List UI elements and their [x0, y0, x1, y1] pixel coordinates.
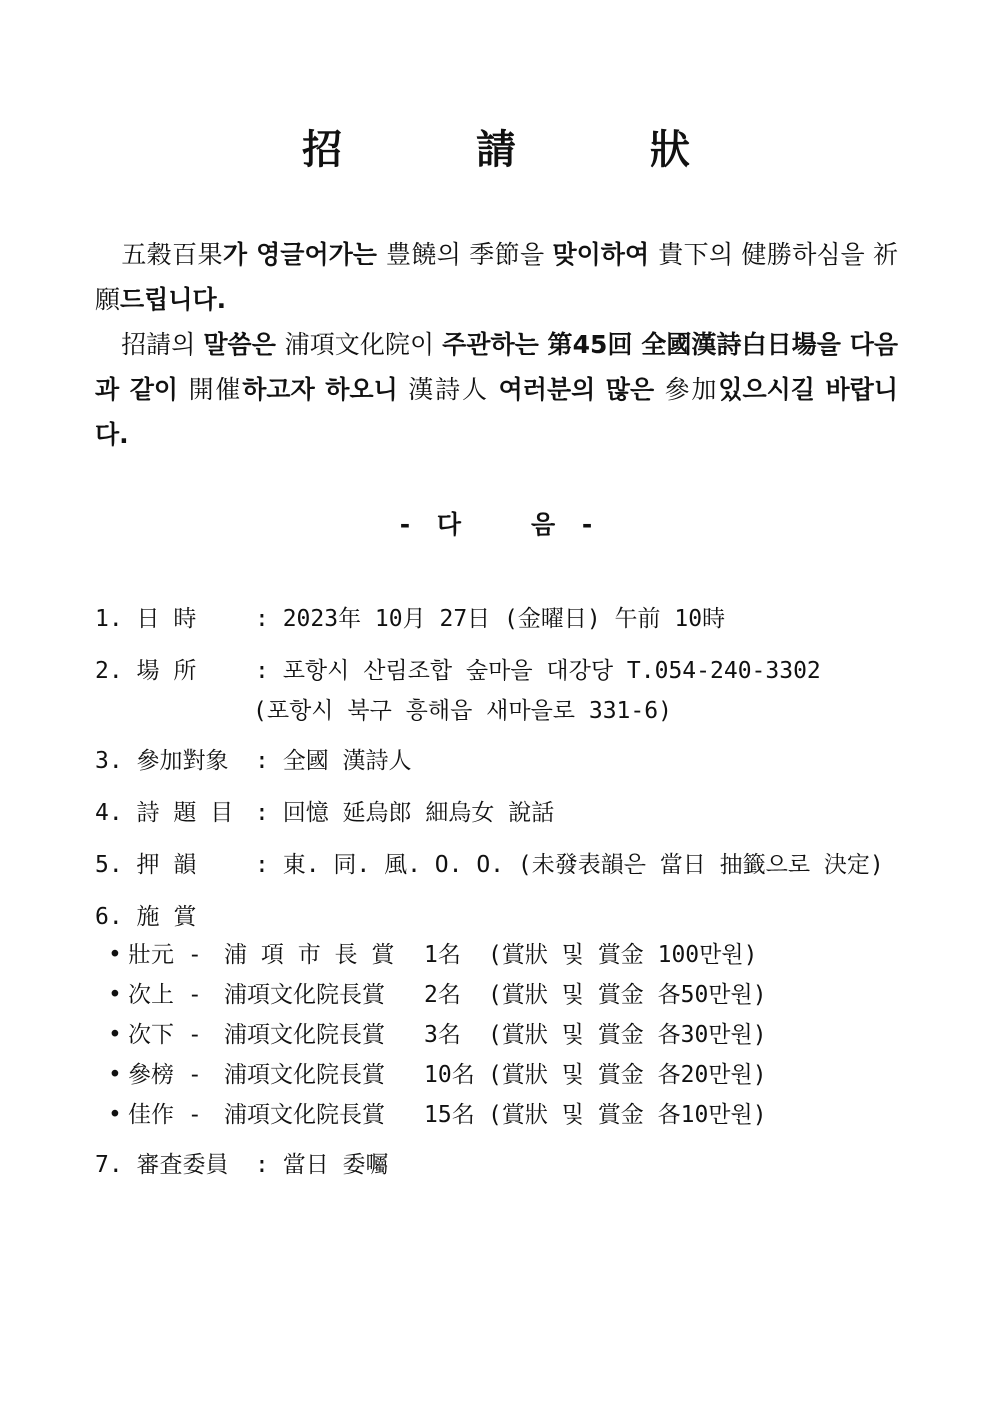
intro-text: 여러분의 많은 — [498, 375, 665, 404]
award-organization: 浦項文化院長賞 — [224, 1102, 385, 1128]
award-prize: (賞狀 및 賞金 100만원) — [488, 942, 758, 968]
award-organization: 浦項文化院長賞 — [224, 1062, 385, 1088]
item-place — [95, 652, 821, 685]
intro-text: 맞이하여 — [552, 240, 659, 269]
item-poem-topic — [95, 794, 554, 827]
bullet-icon: • — [108, 1022, 122, 1048]
intro-text: 參加 — [664, 375, 719, 404]
intro-paragraph-2 — [95, 322, 898, 457]
award-row — [108, 936, 757, 969]
award-rank: 次下 - — [128, 1022, 202, 1048]
heading-left: - 다 — [399, 510, 461, 539]
heading-right: 음 - — [531, 510, 593, 539]
item-label: 2. 場 所 — [95, 658, 197, 684]
intro-text: 浦項文化院이 — [284, 330, 443, 359]
award-count: 3名 — [424, 1022, 461, 1048]
intro-text: 하고자 하오니 — [242, 375, 409, 404]
item-value: : 東. 同. 風. O. O. (未發表韻은 當日 抽籤으로 決定) — [255, 852, 884, 878]
item-judges — [95, 1146, 389, 1179]
intro-text: 있으시길 바랍니다. — [95, 375, 898, 449]
item-label: 7. 審査委員 — [95, 1152, 229, 1178]
intro-paragraph-1 — [95, 232, 898, 322]
award-organization: 浦 項 市 長 賞 — [224, 942, 395, 968]
item-place-address: (포항시 북구 흥해읍 새마을로 331-6) — [253, 698, 672, 724]
item-value: : 回憶 延烏郎 細烏女 說話 — [255, 800, 555, 826]
bullet-icon: • — [108, 942, 122, 968]
item-awards — [95, 898, 255, 931]
document-title: 招 請 狀 — [302, 126, 750, 173]
item-participants — [95, 742, 412, 775]
intro-text: 가 영글어가는 — [222, 240, 386, 269]
award-prize: (賞狀 및 賞金 各10만원) — [488, 1102, 767, 1128]
intro-text: 招請의 — [121, 330, 204, 359]
intro-text: 貴下의 健勝하심을 祈願 — [95, 240, 898, 314]
award-organization: 浦項文化院長賞 — [224, 982, 385, 1008]
bullet-icon: • — [108, 1102, 122, 1128]
bullet-icon: • — [108, 982, 122, 1008]
award-count: 10名 — [424, 1062, 475, 1088]
item-label: 1. 日 時 — [95, 606, 197, 632]
item-label: 3. 參加對象 — [95, 748, 229, 774]
award-row — [108, 976, 767, 1009]
intro-text: 豊饒의 季節을 — [386, 240, 553, 269]
intro-text: 五穀百果 — [121, 240, 223, 269]
award-prize: (賞狀 및 賞金 各20만원) — [488, 1062, 767, 1088]
award-prize: (賞狀 및 賞金 各50만원) — [488, 982, 767, 1008]
award-row — [108, 1016, 767, 1049]
intro-text: 開催 — [188, 375, 243, 404]
section-heading — [0, 505, 992, 541]
item-date — [95, 600, 725, 633]
item-value: : 2023年 10月 27日 (金曜日) 午前 10時 — [255, 606, 726, 632]
award-row — [108, 1096, 767, 1129]
award-rank: 佳作 - — [128, 1102, 202, 1128]
item-value: : 當日 委囑 — [255, 1152, 389, 1178]
award-count: 2名 — [424, 982, 461, 1008]
award-rank: 參榜 - — [128, 1062, 202, 1088]
item-label: 6. 施 賞 — [95, 904, 197, 930]
award-organization: 浦項文化院長賞 — [224, 1022, 385, 1048]
bullet-icon: • — [108, 1062, 122, 1088]
award-rank: 壯元 - — [128, 942, 202, 968]
intro-text: 주관하는 第45回 全國漢詩白日場을 다음과 같이 — [95, 330, 898, 404]
item-label: 5. 押 韻 — [95, 852, 197, 878]
award-prize: (賞狀 및 賞金 各30만원) — [488, 1022, 767, 1048]
item-rhyme — [95, 846, 884, 879]
intro-text: 말씀은 — [203, 330, 285, 359]
award-count: 1名 — [424, 942, 461, 968]
award-rank: 次上 - — [128, 982, 202, 1008]
award-count: 15名 — [424, 1102, 475, 1128]
award-row — [108, 1056, 767, 1089]
item-value: : 全國 漢詩人 — [255, 748, 412, 774]
intro-text: 漢詩人 — [408, 375, 499, 404]
item-label: 4. 詩 題 目 — [95, 800, 234, 826]
item-value: : 포항시 산림조합 숲마을 대강당 T.054-240-3302 — [255, 658, 821, 684]
intro-text: 드립니다. — [120, 285, 227, 314]
